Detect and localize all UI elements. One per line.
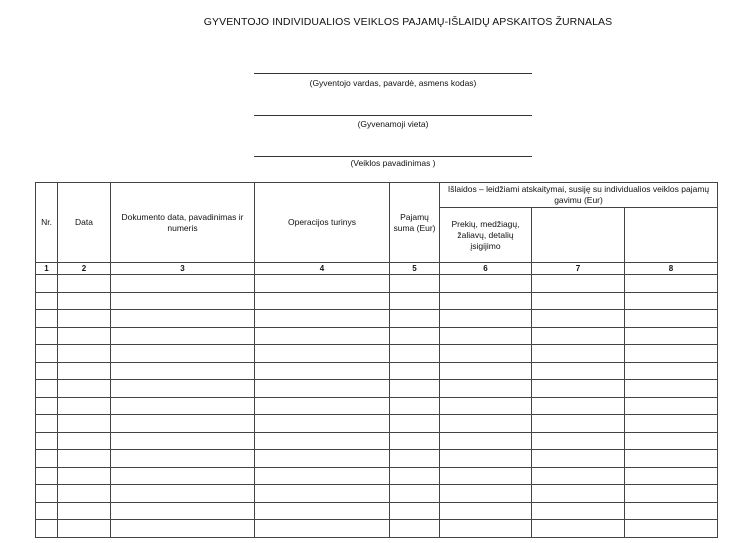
table-cell[interactable] <box>58 380 111 398</box>
table-cell[interactable] <box>440 520 532 538</box>
table-row <box>36 520 718 538</box>
table-cell[interactable] <box>255 397 390 415</box>
table-cell[interactable] <box>390 292 440 310</box>
table-cell[interactable] <box>58 450 111 468</box>
column-number: 1 <box>36 263 58 275</box>
name-field-line[interactable] <box>254 73 532 74</box>
table-cell[interactable] <box>36 397 58 415</box>
table-cell[interactable] <box>625 520 718 538</box>
column-number: 2 <box>58 263 111 275</box>
table-cell[interactable] <box>58 292 111 310</box>
table-cell[interactable] <box>625 310 718 328</box>
table-cell[interactable] <box>440 485 532 503</box>
table-row <box>36 327 718 345</box>
table-cell[interactable] <box>36 345 58 363</box>
table-cell[interactable] <box>390 275 440 293</box>
table-cell[interactable] <box>58 275 111 293</box>
table-cell[interactable] <box>111 397 255 415</box>
table-cell[interactable] <box>440 397 532 415</box>
table-cell[interactable] <box>36 327 58 345</box>
column-number: 3 <box>111 263 255 275</box>
address-field-label: (Gyvenamoji vieta) <box>357 119 429 129</box>
table-cell[interactable] <box>111 415 255 433</box>
table-cell[interactable] <box>390 432 440 450</box>
column-number: 6 <box>440 263 532 275</box>
table-cell[interactable] <box>440 450 532 468</box>
table-cell[interactable] <box>36 362 58 380</box>
table-cell[interactable] <box>36 432 58 450</box>
table-cell[interactable] <box>255 275 390 293</box>
header-data: Data <box>58 183 111 263</box>
header-col7 <box>532 208 625 263</box>
table-cell[interactable] <box>111 362 255 380</box>
table-row <box>36 450 718 468</box>
table-cell[interactable] <box>255 292 390 310</box>
table-cell[interactable] <box>532 292 625 310</box>
table-cell[interactable] <box>625 415 718 433</box>
table-row <box>36 502 718 520</box>
table-cell[interactable] <box>625 467 718 485</box>
table-cell[interactable] <box>625 292 718 310</box>
table-cell[interactable] <box>255 450 390 468</box>
table-cell[interactable] <box>255 432 390 450</box>
name-field-label: (Gyventojo vardas, pavardė, asmens kodas) <box>309 78 477 88</box>
table-cell[interactable] <box>532 327 625 345</box>
table-cell[interactable] <box>440 502 532 520</box>
table-cell[interactable] <box>390 380 440 398</box>
column-number: 7 <box>532 263 625 275</box>
table-cell[interactable] <box>440 432 532 450</box>
table-cell[interactable] <box>111 485 255 503</box>
table-cell[interactable] <box>440 362 532 380</box>
address-field-line[interactable] <box>254 115 532 116</box>
table-cell[interactable] <box>440 415 532 433</box>
table-row <box>36 362 718 380</box>
table-cell[interactable] <box>532 485 625 503</box>
column-number: 8 <box>625 263 718 275</box>
table-cell[interactable] <box>625 502 718 520</box>
table-cell[interactable] <box>255 345 390 363</box>
table-cell[interactable] <box>390 450 440 468</box>
table-cell[interactable] <box>625 380 718 398</box>
table-cell[interactable] <box>440 380 532 398</box>
table-row <box>36 310 718 328</box>
table-row <box>36 380 718 398</box>
table-cell[interactable] <box>36 292 58 310</box>
table-cell[interactable] <box>532 467 625 485</box>
table-cell[interactable] <box>440 292 532 310</box>
column-number-row <box>36 263 718 275</box>
table-cell[interactable] <box>532 520 625 538</box>
table-cell[interactable] <box>532 275 625 293</box>
header-islaidos-group: Išlaidos – leidžiami atskaitymai, susiję su individualios veiklos pajamų gavimu (Eur) <box>440 183 718 208</box>
table-cell[interactable] <box>532 502 625 520</box>
table-cell[interactable] <box>255 310 390 328</box>
table-row <box>36 345 718 363</box>
table-cell[interactable] <box>58 467 111 485</box>
table-cell[interactable] <box>36 467 58 485</box>
table-cell[interactable] <box>390 362 440 380</box>
table-cell[interactable] <box>111 292 255 310</box>
table-cell[interactable] <box>36 502 58 520</box>
table-row <box>36 397 718 415</box>
table-cell[interactable] <box>36 310 58 328</box>
table-cell[interactable] <box>36 485 58 503</box>
table-cell[interactable] <box>58 345 111 363</box>
table-cell[interactable] <box>111 467 255 485</box>
table-cell[interactable] <box>390 345 440 363</box>
table-cell[interactable] <box>255 327 390 345</box>
table-cell[interactable] <box>625 345 718 363</box>
header-operacija: Operacijos turinys <box>255 183 390 263</box>
table-row <box>36 292 718 310</box>
table-cell[interactable] <box>390 327 440 345</box>
header-dokumentas: Dokumento data, pavadinimas ir numeris <box>111 183 255 263</box>
table-cell[interactable] <box>390 415 440 433</box>
table-cell[interactable] <box>532 415 625 433</box>
table-cell[interactable] <box>255 520 390 538</box>
table-cell[interactable] <box>255 467 390 485</box>
table-cell[interactable] <box>440 327 532 345</box>
table-cell[interactable] <box>255 380 390 398</box>
table-cell[interactable] <box>111 327 255 345</box>
table-cell[interactable] <box>111 450 255 468</box>
table-cell[interactable] <box>58 415 111 433</box>
header-pajamos: Pajamų suma (Eur) <box>390 183 440 263</box>
table-cell[interactable] <box>111 520 255 538</box>
table-cell[interactable] <box>532 362 625 380</box>
header-nr: Nr. <box>36 183 58 263</box>
activity-field-label: (Veiklos pavadinimas ) <box>350 158 436 168</box>
table-cell[interactable] <box>58 485 111 503</box>
table-cell[interactable] <box>111 310 255 328</box>
table-cell[interactable] <box>532 380 625 398</box>
table-cell[interactable] <box>36 415 58 433</box>
table-cell[interactable] <box>625 450 718 468</box>
table-cell[interactable] <box>440 275 532 293</box>
activity-field-line[interactable] <box>254 156 532 157</box>
table-cell[interactable] <box>440 310 532 328</box>
journal-title: GYVENTOJO INDIVIDUALIOS VEIKLOS PAJAMŲ-IŠLAIDŲ APSKAITOS ŽURNALAS <box>203 16 613 28</box>
table-cell[interactable] <box>390 310 440 328</box>
table-cell[interactable] <box>390 502 440 520</box>
table-cell[interactable] <box>625 275 718 293</box>
table-cell[interactable] <box>111 345 255 363</box>
table-cell[interactable] <box>111 275 255 293</box>
table-cell[interactable] <box>532 345 625 363</box>
table-cell[interactable] <box>625 327 718 345</box>
table-cell[interactable] <box>36 380 58 398</box>
column-number: 5 <box>390 263 440 275</box>
header-prekes: Prekių, medžiagų, žaliavų, detalių įsigijimo <box>440 208 532 263</box>
column-number: 4 <box>255 263 390 275</box>
table-cell[interactable] <box>255 415 390 433</box>
table-cell[interactable] <box>390 397 440 415</box>
header-col8 <box>625 208 718 263</box>
table-cell[interactable] <box>58 362 111 380</box>
table-cell[interactable] <box>532 432 625 450</box>
table-cell[interactable] <box>532 450 625 468</box>
table-cell[interactable] <box>111 432 255 450</box>
table-row <box>36 485 718 503</box>
table-cell[interactable] <box>390 485 440 503</box>
table-cell[interactable] <box>390 467 440 485</box>
table-cell[interactable] <box>440 467 532 485</box>
table-cell[interactable] <box>111 502 255 520</box>
table-cell[interactable] <box>36 275 58 293</box>
table-cell[interactable] <box>36 450 58 468</box>
table-cell[interactable] <box>255 485 390 503</box>
table-cell[interactable] <box>255 502 390 520</box>
table-cell[interactable] <box>58 432 111 450</box>
table-cell[interactable] <box>625 397 718 415</box>
table-cell[interactable] <box>625 362 718 380</box>
table-cell[interactable] <box>390 520 440 538</box>
table-cell[interactable] <box>58 327 111 345</box>
table-row <box>36 432 718 450</box>
table-cell[interactable] <box>532 310 625 328</box>
table-cell[interactable] <box>625 432 718 450</box>
table-cell[interactable] <box>440 345 532 363</box>
table-cell[interactable] <box>58 397 111 415</box>
table-cell[interactable] <box>255 362 390 380</box>
journal-table <box>35 182 718 538</box>
table-cell[interactable] <box>58 502 111 520</box>
table-row <box>36 415 718 433</box>
table-cell[interactable] <box>111 380 255 398</box>
table-row <box>36 275 718 293</box>
table-row <box>36 467 718 485</box>
table-cell[interactable] <box>625 485 718 503</box>
table-cell[interactable] <box>532 397 625 415</box>
table-cell[interactable] <box>36 520 58 538</box>
table-cell[interactable] <box>58 520 111 538</box>
table-cell[interactable] <box>58 310 111 328</box>
